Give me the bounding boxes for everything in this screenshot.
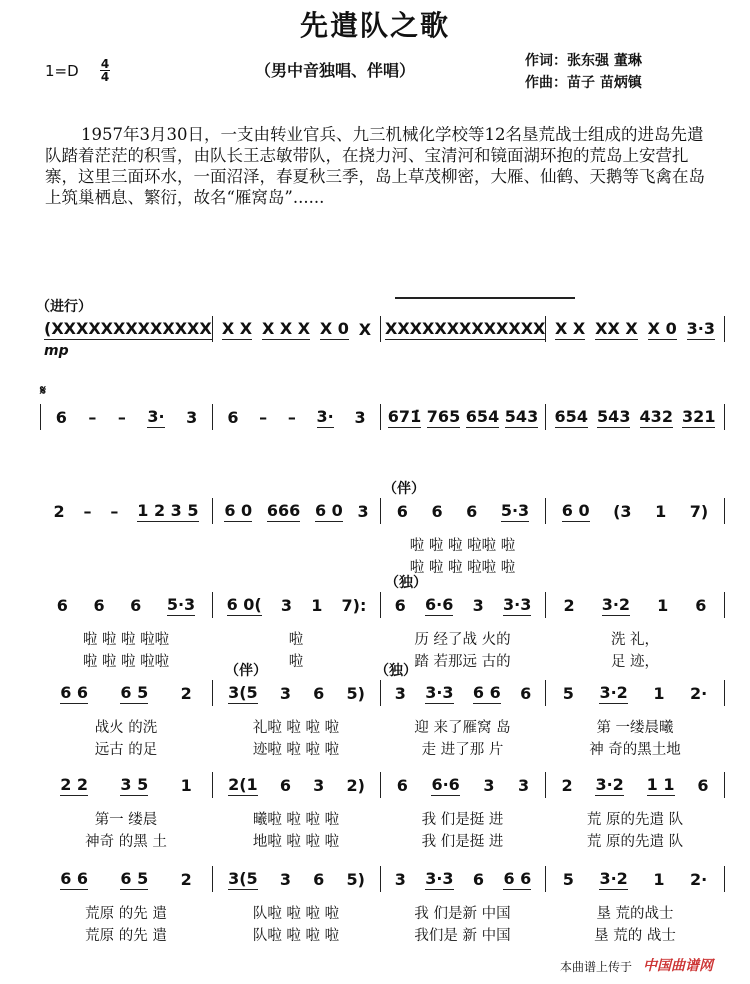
measure <box>545 866 725 892</box>
measure <box>545 404 725 430</box>
note: 6 <box>697 775 709 795</box>
dynamic-mark: mp <box>44 343 69 359</box>
solo-mark: （独） <box>375 663 417 679</box>
note: 6 5 <box>120 682 149 702</box>
note: 2 <box>180 683 192 703</box>
measure <box>545 772 725 798</box>
note: 3 5 <box>120 774 149 794</box>
note: 6 <box>466 501 478 521</box>
note: 6 <box>520 683 532 703</box>
intro-paragraph: 1957年3月30日，一支由转业官兵、九三机械化学校等12名垦荒战士组成的进岛先遣队踏着茫茫的积雪，由队长王志敏带队，在挠力河、宝清河和镜面湖环抱的荒岛上安营扎寨，这里三面环水，一面沼泽，春夏秋三季，岛上草茂柳密，大雁、仙鹤、天鹅等飞禽在岛上筑巢栖息、繁衍，故名“雁窝岛”...... <box>45 125 705 207</box>
note: 6 <box>130 595 142 615</box>
lyric-measure: 洗 礼， <box>610 632 660 648</box>
composer: 作曲：苗子 苗炳镇 <box>525 75 642 91</box>
measure <box>380 592 545 618</box>
note: 2 2 <box>60 774 89 794</box>
note: 3 <box>472 595 484 615</box>
lyric-measure: 啦 啦 啦 啦啦 啦 <box>409 538 516 554</box>
note: 3 <box>186 407 198 427</box>
note: 2 <box>53 501 65 521</box>
lyric-line <box>40 808 725 829</box>
note: – <box>259 407 268 427</box>
time-signature <box>100 58 110 83</box>
note: – <box>88 407 97 427</box>
lyric-measure: 荒 原的先遣 队 <box>586 812 684 828</box>
note: 3· <box>147 406 165 426</box>
note: 6 <box>394 595 406 615</box>
note: 5·3 <box>500 500 530 520</box>
lyric-line <box>40 556 725 577</box>
note: 5) <box>346 683 365 703</box>
measure <box>40 866 212 892</box>
measure <box>40 592 212 618</box>
tempo-mark: （进行） <box>36 299 92 315</box>
lyric-line <box>40 738 725 759</box>
measure <box>40 680 212 706</box>
note: 7): <box>341 595 367 615</box>
note: 5 <box>562 683 574 703</box>
lyric-line <box>40 716 725 737</box>
lyric-measure: 我 们是挺 进 <box>421 834 504 850</box>
lyric-measure: 垦 荒的战士 <box>596 906 674 922</box>
note: – <box>287 407 296 427</box>
lyric-measure <box>40 556 212 577</box>
note: (3 <box>613 501 632 521</box>
note: 3·2 <box>601 594 631 614</box>
note: 6 <box>396 775 408 795</box>
lyric-measure <box>40 534 212 555</box>
accompaniment-mark: （伴） <box>383 481 425 497</box>
note: 6 0 <box>314 500 343 520</box>
note: XXX <box>125 318 163 338</box>
note: XXX <box>88 318 126 338</box>
note: 3 <box>279 869 291 889</box>
lyric-measure: 我 们是挺 进 <box>421 812 504 828</box>
note: 1 <box>657 595 669 615</box>
note: 6 0 <box>561 500 590 520</box>
music-row <box>40 592 725 618</box>
music-row <box>40 866 725 892</box>
measure <box>212 404 380 430</box>
note: 3 <box>483 775 495 795</box>
note: 3 <box>394 869 406 889</box>
lyric-measure: 啦 <box>288 654 304 670</box>
subtitle: （男中音独唱、伴唱） <box>255 61 416 80</box>
note: – <box>110 501 119 521</box>
lyric-measure: 战火 的洗 <box>94 720 158 736</box>
note: 1 <box>653 683 665 703</box>
measure <box>212 772 380 798</box>
lyric-measure: 我们是 新 中国 <box>414 928 511 944</box>
note: 2(1 <box>228 774 258 794</box>
note: 3·2 <box>599 682 628 702</box>
note: XXXX <box>162 318 212 338</box>
note: 7) <box>689 501 709 521</box>
note: 6 <box>472 869 485 889</box>
lyric-measure <box>212 534 380 555</box>
key-signature: 1=D <box>45 62 79 80</box>
lyric-measure: 队啦 啦 啦 啦 <box>252 906 340 922</box>
note: 6 6 <box>60 682 89 702</box>
note: – <box>117 407 126 427</box>
note: 6 <box>431 501 443 521</box>
note: 3·2 <box>599 868 628 888</box>
lyric-measure: 远古 的足 <box>94 742 158 758</box>
lyric-measure <box>212 556 380 577</box>
segno-icon: 𝄋 <box>40 383 47 399</box>
lyric-line <box>40 534 725 555</box>
measure <box>40 404 212 430</box>
lyric-line <box>40 650 725 671</box>
note: 6·6 <box>431 774 460 794</box>
note: 6 <box>55 407 67 427</box>
note: 6 0 <box>224 500 253 520</box>
lyric-measure: 礼啦 啦 啦 啦 <box>252 720 340 736</box>
note: 3·3 <box>425 682 454 702</box>
note: 6 <box>56 595 68 615</box>
lyric-measure: 队啦 啦 啦 啦 <box>252 928 340 944</box>
note: 432 <box>639 406 673 426</box>
music-row <box>40 772 725 798</box>
measure <box>545 680 725 706</box>
lyric-line <box>40 628 725 649</box>
measure <box>380 498 545 524</box>
note: 5·3 <box>166 594 196 614</box>
music-row <box>40 680 725 706</box>
lyric-measure: 踏 若那远 古的 <box>414 654 511 670</box>
note: 6·6 <box>425 594 454 614</box>
note: 6 6 <box>60 868 89 888</box>
note: 1 <box>180 775 192 795</box>
measure <box>545 316 725 342</box>
measure <box>545 498 725 524</box>
note: XXX <box>459 318 497 338</box>
measure <box>380 404 545 430</box>
lyric-measure: 荒原 的先 遣 <box>85 928 167 944</box>
note: 765 <box>426 406 461 426</box>
note: 2· <box>689 683 708 703</box>
lyric-measure: 啦 啦 啦 啦啦 <box>82 654 170 670</box>
note: 6 <box>313 869 325 889</box>
note: 543 <box>504 406 539 426</box>
note: 6 <box>227 407 239 427</box>
measure <box>40 498 212 524</box>
lyricist: 作词：张东强 董琳 <box>525 53 642 69</box>
note: XXX <box>385 318 423 338</box>
note: 6 <box>279 775 291 795</box>
note: (XXX <box>44 318 89 338</box>
note: 2) <box>346 775 365 795</box>
solo-mark: （独） <box>385 575 427 591</box>
note: 6 0( <box>226 594 262 614</box>
lyric-measure: 第 一缕晨曦 <box>596 720 674 736</box>
note: X 0 <box>319 318 349 338</box>
note: 1 <box>655 501 667 521</box>
note: 2 <box>563 595 575 615</box>
lyric-measure <box>545 556 725 577</box>
lyric-measure: 垦 荒的 战士 <box>594 928 676 944</box>
note: 3 <box>394 683 406 703</box>
lyric-measure: 曦啦 啦 啦 啦 <box>252 812 340 828</box>
note: 6 <box>396 501 408 521</box>
measure <box>380 772 545 798</box>
music-row <box>40 404 725 430</box>
lyric-measure: 神奇 的黑 土 <box>85 834 167 850</box>
note: 1 2 3 5 <box>137 500 199 520</box>
note: 6 <box>695 595 707 615</box>
measure <box>380 866 545 892</box>
lyric-measure: 神 奇的黑土地 <box>589 742 681 758</box>
note: X <box>358 319 372 339</box>
measure <box>380 680 545 706</box>
lyric-measure: 历 经了战 火的 <box>414 632 511 648</box>
note: 654 <box>465 406 500 426</box>
lyric-measure: 啦 <box>288 632 304 648</box>
note: 3· <box>316 406 334 426</box>
lyric-measure: 迹啦 啦 啦 啦 <box>252 742 340 758</box>
note: 5) <box>346 869 365 889</box>
note: XXXX <box>496 318 546 338</box>
lyric-measure: 地啦 啦 啦 啦 <box>252 834 340 850</box>
song-title: 先遣队之歌 <box>299 9 450 42</box>
lyric-line <box>40 902 725 923</box>
accompaniment-mark: （伴） <box>225 663 267 679</box>
measure <box>212 498 380 524</box>
note: 6 6 <box>503 868 532 888</box>
note: 3·3 <box>503 594 532 614</box>
note: 3 <box>279 683 291 703</box>
note: 1 1 <box>646 774 675 794</box>
lyric-measure: 迎 来了雁窝 岛 <box>414 720 511 736</box>
note: 666 <box>266 500 301 520</box>
note: 6 5 <box>120 868 149 888</box>
lyric-measure: 荒 原的先遣 队 <box>586 834 684 850</box>
footer-text: 本曲谱上传于 <box>560 960 633 974</box>
note: 6 <box>313 683 325 703</box>
note: X X <box>221 318 253 338</box>
note: – <box>83 501 92 521</box>
note: 3(5 <box>228 682 258 702</box>
site-logo: 中国曲谱网 <box>643 958 713 974</box>
music-row <box>40 498 725 524</box>
note: 543 <box>597 406 631 426</box>
lyric-measure: 第一 缕晨 <box>94 812 158 828</box>
note: 1 <box>653 869 665 889</box>
measure <box>545 592 725 618</box>
note: 3 <box>518 775 530 795</box>
measure <box>380 316 545 342</box>
note: 654 <box>554 406 588 426</box>
note: 3·2 <box>595 774 624 794</box>
meter-top: 4 <box>100 57 110 71</box>
note: 3(5 <box>228 868 258 888</box>
lyric-measure: 啦 啦 啦 啦啦 啦 <box>409 560 516 576</box>
note: 2 <box>180 869 192 889</box>
note: 3 <box>280 595 293 615</box>
note: 2 <box>561 775 573 795</box>
lyric-measure: 走 进了那 片 <box>421 742 504 758</box>
note: X X X <box>261 318 311 338</box>
note: 3 <box>357 501 369 521</box>
lyric-measure: 荒原 的先 遣 <box>85 906 167 922</box>
note: 3 <box>354 407 366 427</box>
lyric-measure: 我 们是新 中国 <box>414 906 511 922</box>
lyric-line <box>40 924 725 945</box>
note: 1 <box>311 595 323 615</box>
note: 3·3 <box>686 318 715 338</box>
note: 6 <box>93 595 105 615</box>
note: 671̇ <box>387 406 422 426</box>
note: X 0 <box>647 318 677 338</box>
measure <box>40 772 212 798</box>
note: X X <box>554 318 586 338</box>
measure <box>212 680 380 706</box>
note: 3·3 <box>425 868 454 888</box>
note: 2· <box>689 869 708 889</box>
lyric-line <box>40 830 725 851</box>
note: 5 <box>562 869 574 889</box>
meter-bottom: 4 <box>100 70 110 84</box>
crescendo-line <box>395 297 575 299</box>
lyric-measure: 足 迹， <box>610 654 660 670</box>
note: XX X <box>595 318 638 338</box>
measure <box>40 316 212 342</box>
measure <box>212 316 380 342</box>
note: 6 6 <box>472 682 501 702</box>
measure <box>212 866 380 892</box>
music-row <box>40 316 725 342</box>
lyric-measure <box>545 534 725 555</box>
note: 3 <box>313 775 325 795</box>
measure <box>212 592 380 618</box>
lyric-measure: 啦 啦 啦 啦啦 <box>82 632 170 648</box>
note: 321 <box>682 406 716 426</box>
note: XXX <box>422 318 460 338</box>
